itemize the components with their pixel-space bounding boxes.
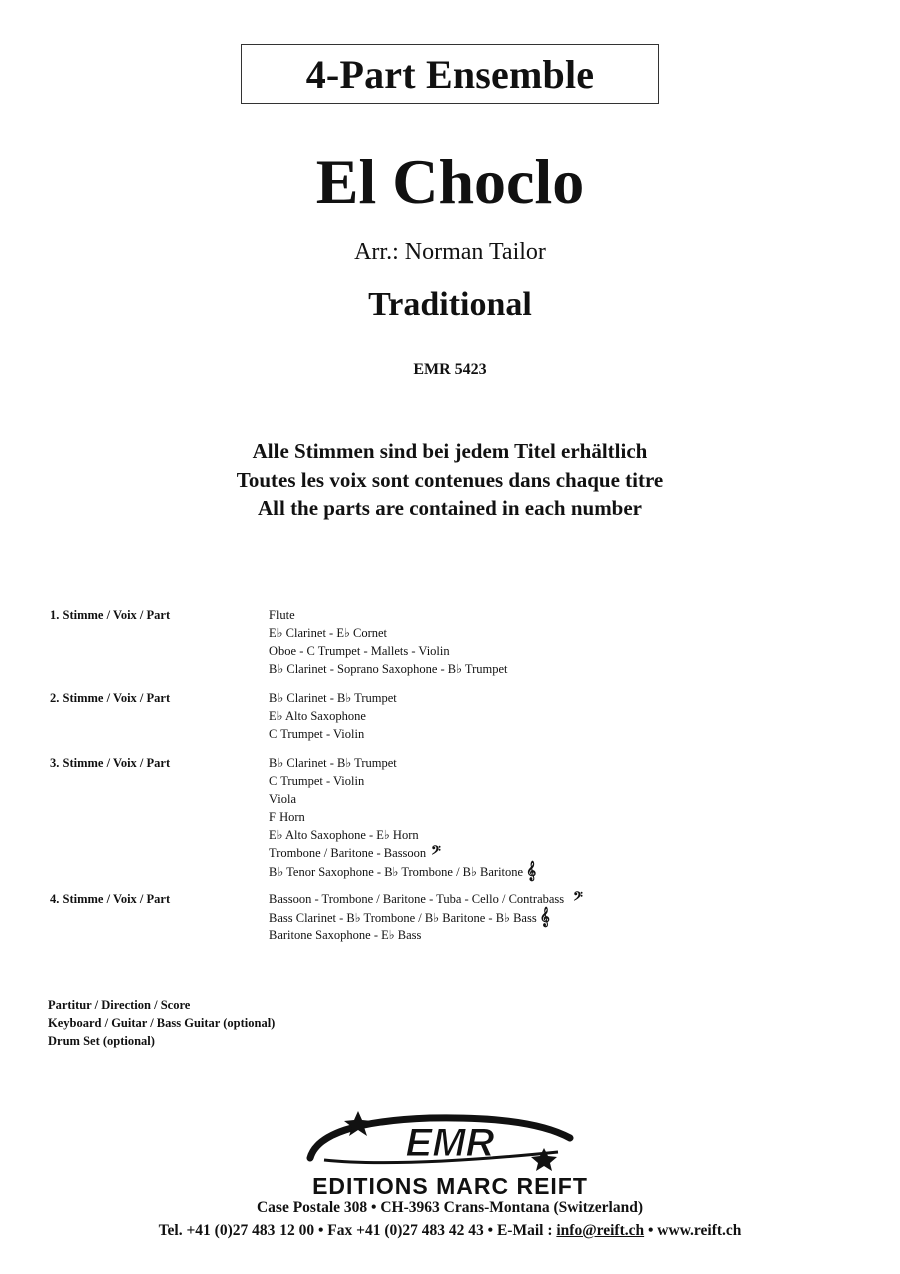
bass-clef-icon: 𝄢 [431, 845, 441, 861]
instrument-line: E♭ Alto Saxophone - E♭ Horn [269, 828, 419, 842]
instrument-text: Bassoon - Trombone / Baritone - Tuba - Cello / Contrabass [269, 892, 565, 906]
extra-score: Partitur / Direction / Score [48, 998, 191, 1012]
treble-clef-icon: 𝄞 [526, 861, 537, 880]
instrument-text: B♭ Tenor Saxophone - B♭ Trombone / B♭ Baritone [269, 865, 524, 879]
website: • www.reift.ch [644, 1222, 742, 1239]
page-title: El Choclo [315, 146, 585, 217]
contact-phone-fax: Tel. +41 (0)27 483 12 00 • Fax +41 (0)27 483 42 43 • E-Mail : [158, 1222, 557, 1239]
instrument-line [269, 890, 583, 908]
additional-parts [48, 996, 275, 1050]
bass-clef-icon: 𝄢 [573, 891, 583, 907]
publisher-address: Case Postale 308 • CH-3963 Crans-Montana (Switzerland) [256, 1199, 643, 1216]
part-2-instruments [269, 689, 397, 743]
instrument-line: B♭ Clarinet - B♭ Trumpet [269, 756, 397, 770]
instrument-line: C Trumpet - Violin [269, 774, 365, 788]
notice-line-en: All the parts are contained in each number [257, 496, 643, 520]
instrument-line: F Horn [269, 810, 305, 824]
extra-keyboard: Keyboard / Guitar / Bass Guitar (optional) [48, 1016, 276, 1030]
part-4-instruments [269, 890, 583, 944]
part-3-label: 3. Stimme / Voix / Part [50, 756, 171, 770]
part-1-instruments [269, 606, 508, 678]
parts-notice [0, 437, 900, 523]
part-2-label: 2. Stimme / Voix / Part [50, 691, 171, 705]
publisher-name: EDITIONS MARC REIFT [312, 1173, 588, 1199]
instrument-line: Flute [269, 608, 295, 622]
notice-line-fr: Toutes les voix sont contenues dans chaque titre [236, 467, 664, 492]
publisher-contact [0, 1221, 900, 1241]
instrument-line: Baritone Saxophone - E♭ Bass [269, 928, 422, 942]
series-box [241, 44, 659, 104]
instrument-line [269, 844, 536, 862]
instrument-line: E♭ Alto Saxophone [269, 709, 366, 723]
instrument-line: C Trumpet - Violin [269, 727, 365, 741]
instrument-line [269, 908, 583, 926]
logo-text: EMR [405, 1121, 495, 1165]
composer: Traditional [368, 286, 532, 323]
series-label: 4-Part Ensemble [305, 51, 595, 97]
treble-clef-icon: 𝄞 [539, 907, 550, 926]
instrument-text: Bass Clarinet - B♭ Trombone / B♭ Baritone - B♭ Bass [269, 911, 537, 925]
email-link[interactable]: info@reift.ch [556, 1222, 645, 1239]
instrument-line [269, 862, 536, 880]
instrument-line: E♭ Clarinet - E♭ Cornet [269, 626, 388, 640]
instrument-line: B♭ Clarinet - B♭ Trumpet [269, 691, 397, 705]
part-4-label: 4. Stimme / Voix / Part [50, 892, 171, 906]
instrument-line: B♭ Clarinet - Soprano Saxophone - B♭ Trumpet [269, 662, 508, 676]
notice-line-de: Alle Stimmen sind bei jedem Titel erhältlich [252, 439, 648, 463]
catalog-number: EMR 5423 [413, 361, 487, 378]
extra-drums: Drum Set (optional) [48, 1034, 155, 1048]
instrument-line: Viola [269, 792, 297, 806]
part-3-instruments [269, 754, 536, 880]
part-1-label: 1. Stimme / Voix / Part [50, 608, 171, 622]
instrument-text: Trombone / Baritone - Bassoon [269, 846, 427, 860]
arranger: Arr.: Norman Tailor [354, 239, 546, 265]
emr-logo [300, 1108, 600, 1174]
instrument-line: Oboe - C Trumpet - Mallets - Violin [269, 644, 450, 658]
